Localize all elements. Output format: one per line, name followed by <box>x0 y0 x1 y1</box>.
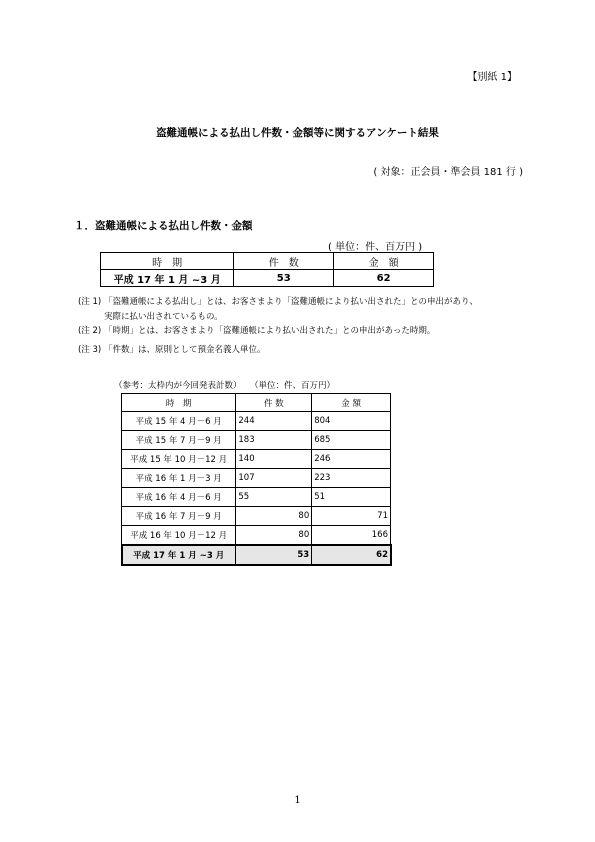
table-row <box>122 431 391 450</box>
note-3 <box>78 344 266 356</box>
note-3-text: 「件数」は、原則として預金名義人単位。 <box>104 345 266 355</box>
row-count: 80 <box>236 507 312 526</box>
header-amount: 金 額 <box>334 253 434 270</box>
note-1 <box>78 296 478 308</box>
section-heading: １．盗難通帳による払出し件数・金額 <box>74 220 253 232</box>
row-amount: 246 <box>312 450 391 469</box>
row-period: 平成 16 年 10 月－12 月 <box>122 526 236 545</box>
row-count: 55 <box>236 488 312 507</box>
row-amount: 804 <box>312 412 391 431</box>
note-1-text: 「盗難通帳による払出し」とは、お客さまより「盗難通帳により払い出された」との申出があり、 <box>104 297 479 307</box>
cell-period: 平成 17 年 1 月 ~3 月 <box>101 270 234 287</box>
ref-header-count: 件 数 <box>236 394 312 412</box>
note-2-text: 「時期」とは、お客さまより「盗難通帳により払い出された」との申出があった時期。 <box>104 326 436 336</box>
row-amount: 62 <box>312 545 391 565</box>
note-1-continuation: 実際に払い出されているもの。 <box>104 312 223 322</box>
ref-header-period: 時 期 <box>122 394 236 412</box>
row-amount: 685 <box>312 431 391 450</box>
table-row <box>122 488 391 507</box>
table-row <box>122 545 391 565</box>
row-period: 平成 15 年 10 月－12 月 <box>122 450 236 469</box>
header-period: 時 期 <box>101 253 234 270</box>
ref-header-amount: 金 額 <box>312 394 391 412</box>
page-number: 1 <box>294 795 301 806</box>
table-row <box>122 412 391 431</box>
row-count: 80 <box>236 526 312 545</box>
reference-caption: （参考：太枠内が今回発表計数） （単位：件、百万円） <box>114 381 336 391</box>
row-period: 平成 15 年 7 月－9 月 <box>122 431 236 450</box>
row-period: 平成 16 年 7 月－9 月 <box>122 507 236 526</box>
row-period: 平成 17 年 1 月 ~3 月 <box>122 545 236 565</box>
note-1-prefix: (注 1) <box>78 297 102 307</box>
cell-amount: 62 <box>334 270 434 287</box>
row-count: 53 <box>236 545 312 565</box>
row-period: 平成 16 年 4 月－6 月 <box>122 488 236 507</box>
attachment-label: 【別紙 1】 <box>467 72 517 83</box>
cell-count: 53 <box>234 270 334 287</box>
table-row <box>122 507 391 526</box>
table-row <box>122 526 391 545</box>
row-amount: 71 <box>312 507 391 526</box>
unit-label: ( 単位：件、百万円 ) <box>328 242 423 253</box>
survey-scope: ( 対象：正会員・準会員 181 行 ) <box>373 167 523 178</box>
table-header-row <box>101 253 434 270</box>
row-period: 平成 16 年 1 月－3 月 <box>122 469 236 488</box>
row-count: 183 <box>236 431 312 450</box>
note-2-prefix: (注 2) <box>78 326 102 336</box>
summary-table <box>100 252 434 287</box>
reference-header-row <box>122 394 391 412</box>
note-2 <box>78 325 435 337</box>
header-count: 件 数 <box>234 253 334 270</box>
note-3-prefix: (注 3) <box>78 345 102 355</box>
reference-body <box>122 412 391 565</box>
row-count: 107 <box>236 469 312 488</box>
row-amount: 223 <box>312 469 391 488</box>
row-amount: 166 <box>312 526 391 545</box>
table-row <box>101 270 434 287</box>
table-row <box>122 469 391 488</box>
row-amount: 51 <box>312 488 391 507</box>
table-row <box>122 450 391 469</box>
reference-table <box>121 393 391 565</box>
document-title: 盗難通帳による払出し件数・金額等に関するアンケート結果 <box>156 127 439 139</box>
row-count: 140 <box>236 450 312 469</box>
row-period: 平成 15 年 4 月－6 月 <box>122 412 236 431</box>
row-count: 244 <box>236 412 312 431</box>
